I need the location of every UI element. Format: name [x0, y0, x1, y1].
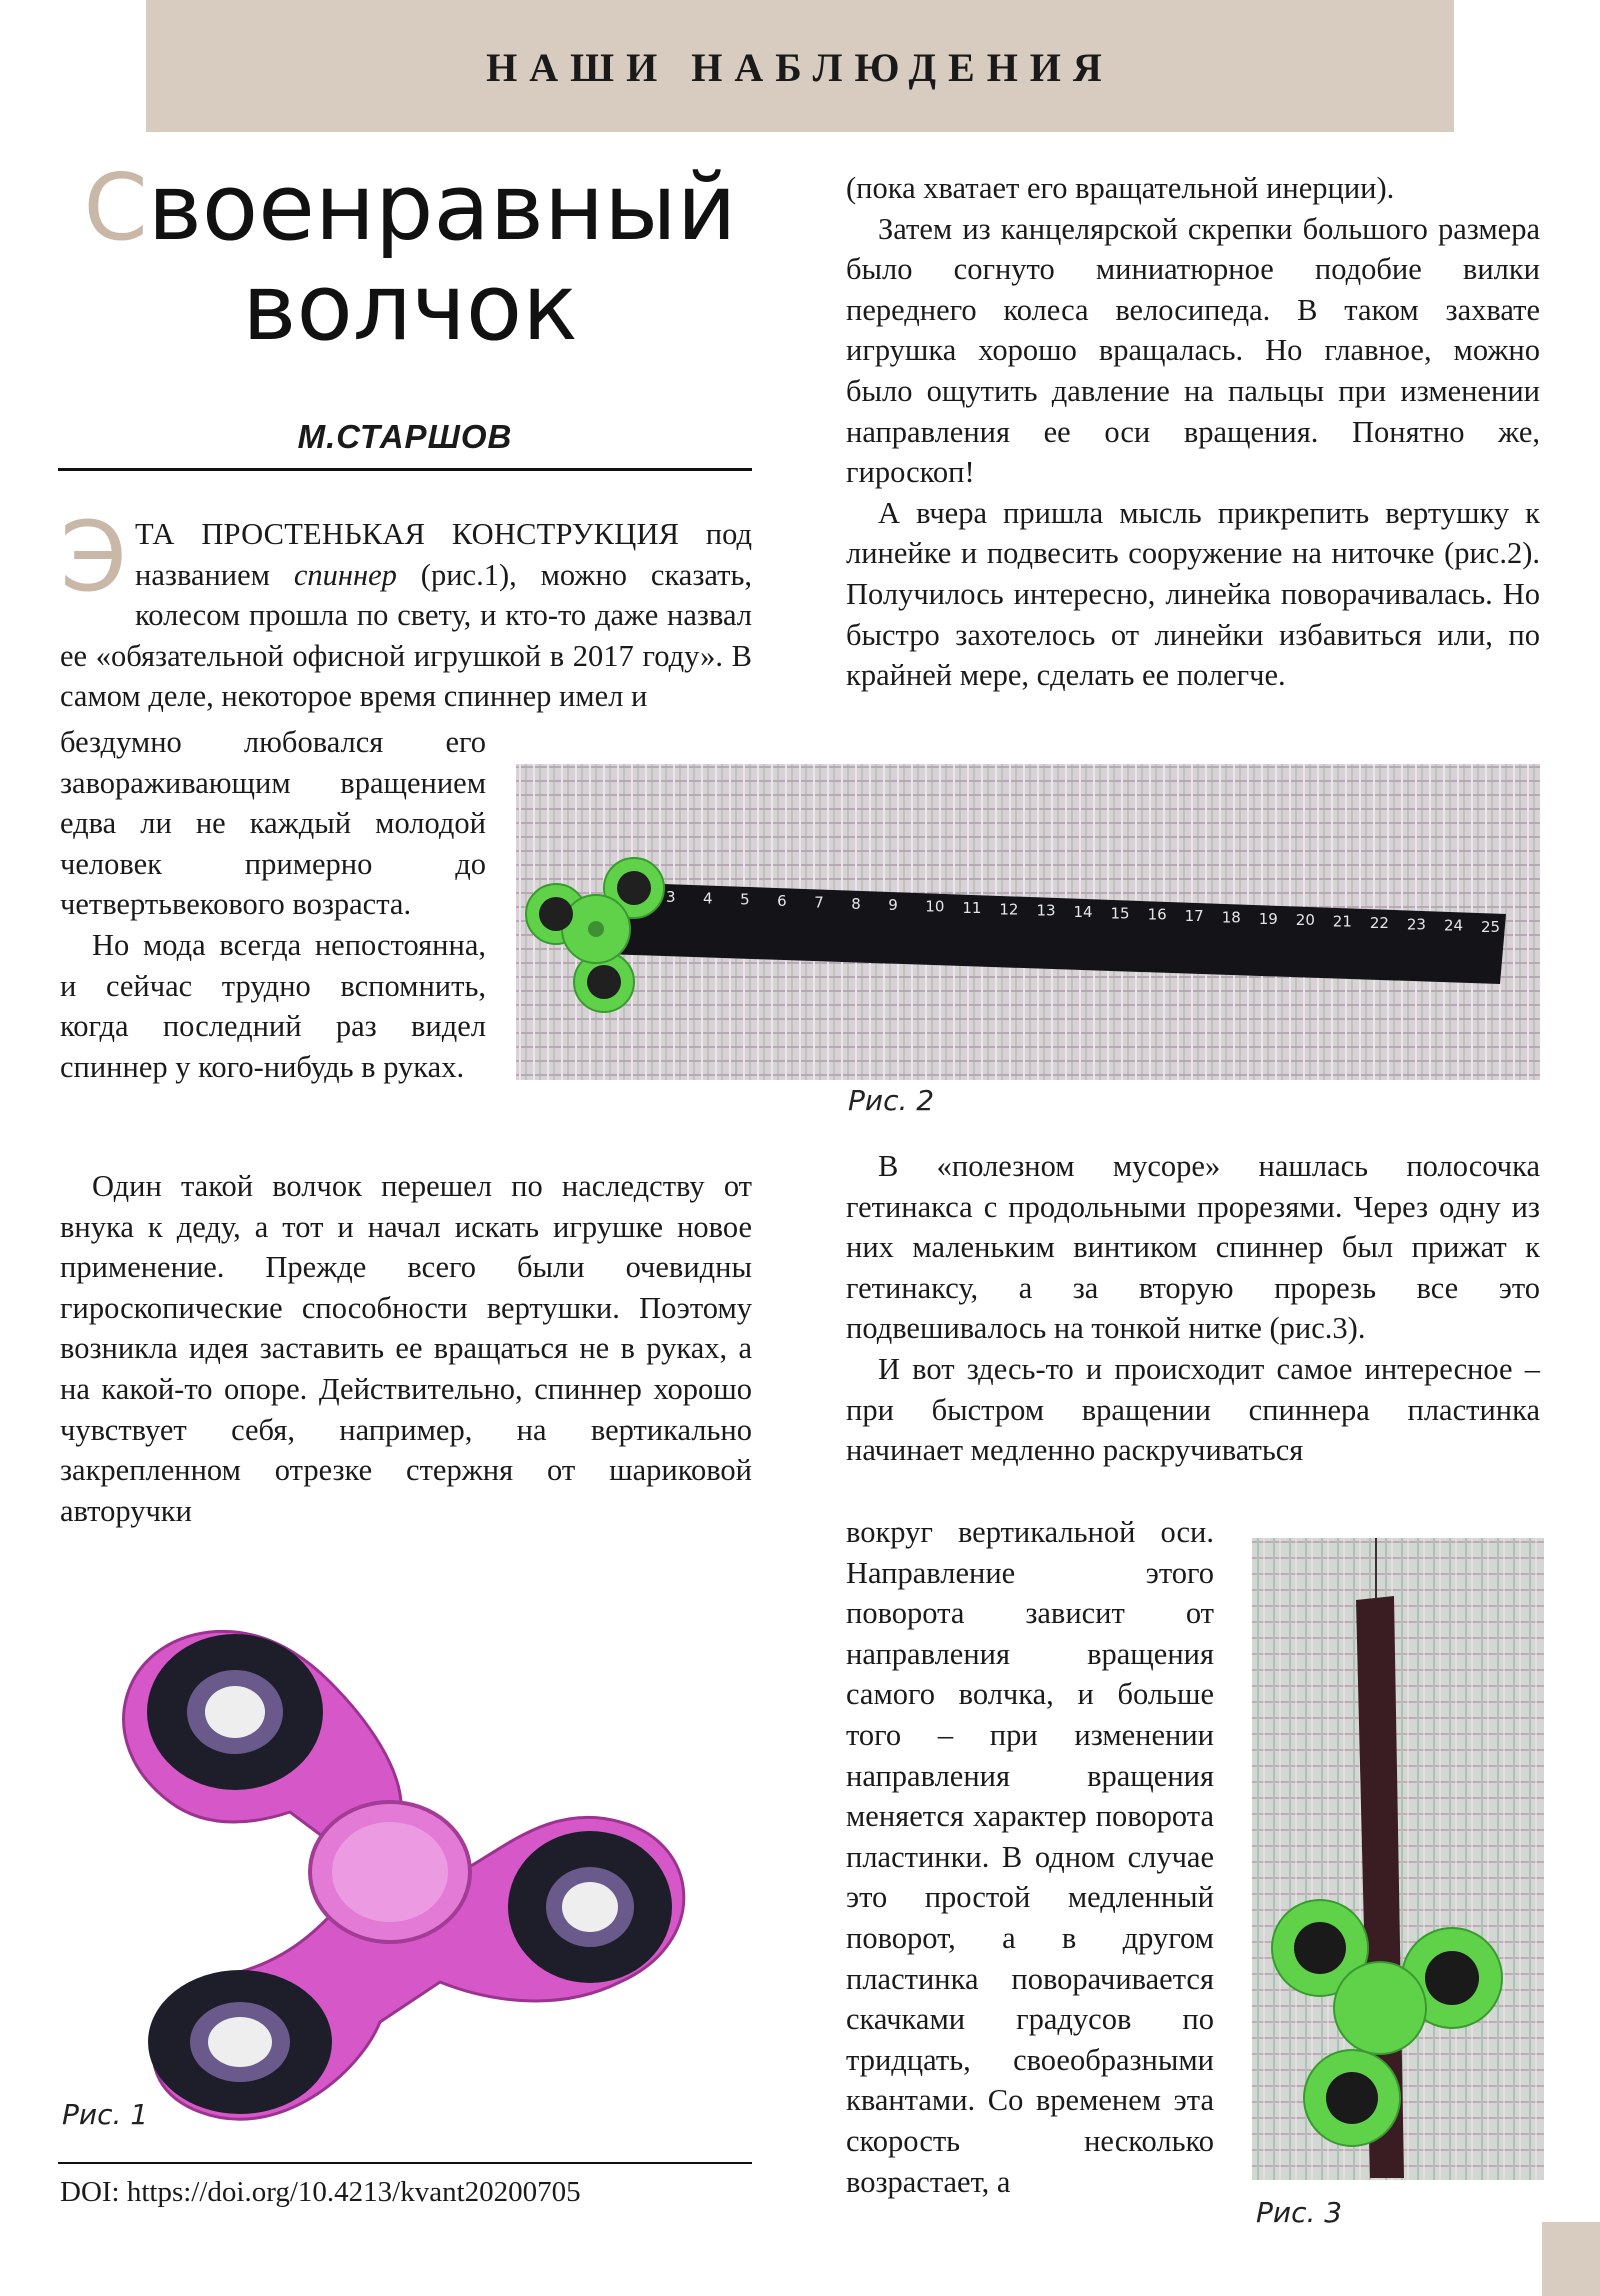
ruler-tick-label: 18: [1221, 908, 1241, 927]
section-title: НАШИ НАБЛЮДЕНИЯ: [486, 45, 1114, 90]
col2-para-1: (пока хватает его вращательной инерции).: [846, 171, 1395, 205]
lead-text-a: под названием: [135, 517, 752, 592]
ruler-tick-label: 22: [1369, 913, 1389, 932]
ruler-tick-label: 8: [851, 894, 861, 913]
doi-link[interactable]: DOI: https://doi.org/10.4213/kvant20200705: [60, 2176, 581, 2208]
page-corner-tab: [1542, 2222, 1600, 2296]
col2-para-3: А вчера пришла мысль прикрепить вертушку к линейке и подвесить сооружение на ниточке (рис.2). Получилось интересно, линейка поворачивалась. Но быстро захотелось от линейки избавиться или, по крайней мере, сделать ее полегче.: [846, 495, 1540, 693]
ruler-tick-label: 7: [814, 893, 824, 912]
col1-narrow: [60, 722, 486, 1087]
ruler-tick-label: 15: [1110, 904, 1130, 923]
ruler-tick-label: 5: [740, 890, 750, 909]
col2-para-5b: вокруг вертикальной оси. Направление этого поворота зависит от направления вращения самого волчка, и больше того – при изменении направления вращения меняется характер поворота пластинки. В одном случае это простой медленный поворот, а в другом пластинка поворачивается скачками градусов по тридцать, своеобразными квантами. Со временем эта скорость несколько возрастает, а: [846, 1515, 1214, 2199]
ruler-tick-label: 11: [962, 898, 982, 917]
para-1-cont: бездумно любовался его завораживающим вращением едва ли не каждый молодой человек примерно до четвертьвекового возраста.: [60, 725, 486, 922]
ruler-tick-label: 24: [1444, 916, 1464, 935]
title-capital: С: [83, 154, 148, 261]
ruler-tick-label: 23: [1406, 915, 1426, 934]
figure-1: [60, 1572, 750, 2132]
title-line1: военравный: [147, 154, 737, 261]
figure-3-image: [1252, 1538, 1544, 2180]
ruler-tick-label: 25: [1481, 918, 1501, 936]
figure-1-caption: Рис. 1: [62, 2098, 149, 2131]
ruler-tick-label: 19: [1258, 909, 1278, 928]
col2-narrow: [846, 1512, 1214, 2202]
col1-lower: [60, 1166, 752, 1531]
ruler-tick-label: 6: [777, 892, 787, 911]
drop-cap: Э: [60, 501, 128, 613]
ruler-tick-label: 17: [1184, 907, 1204, 926]
figure-2: [516, 764, 1540, 1080]
ruler-tick-label: 9: [888, 896, 898, 915]
author-rule: [58, 468, 752, 471]
ruler-tick-label: 21: [1332, 912, 1352, 931]
col2-top: [846, 168, 1540, 696]
figure-1-image: [60, 1572, 750, 2132]
lead-text-b: (рис.1), можно сказать, колесом прошла по свету, и кто-то даже назвал ее «обязательной офисной игрушкой в 2017 году». В самом деле, некоторое время спиннер имел и: [60, 557, 753, 714]
author: М.СТАРШОВ: [297, 418, 513, 455]
figure-2-caption: Рис. 2: [848, 1084, 935, 1117]
lead-emphasis: спиннер: [293, 557, 397, 592]
col2-para-2: Затем из канцелярской скрепки большого размера было согнуто миниатюрное подобие вилки переднего колеса велосипеда. В таком захвате игрушка хорошо вращалась. Но главное, можно было ощутить давление на пальцы при изменении направления ее оси вращения. Понятно же, гироскоп!: [846, 211, 1540, 490]
article-title: [60, 154, 760, 361]
para-2: Но мода всегда непостоянна, и сейчас трудно вспомнить, когда последний раз видел спиннер у кого-нибудь в руках.: [60, 927, 486, 1084]
ruler-tick-label: 10: [925, 897, 945, 916]
ruler-tick-label: 20: [1295, 911, 1315, 930]
ruler-tick-label: 16: [1147, 905, 1167, 924]
para-3: Один такой волчок перешел по наследству от внука к деду, а тот и начал искать игрушке новое применение. Прежде всего были очевидны гироскопические способности вертушки. Поэтому возникла идея заставить ее вращаться не в руках, а на какой-то опоре. Действительно, спиннер хорошо чувствует себя, например, на вертикально закрепленном отрезке стержня от шариковой авторучки: [60, 1169, 752, 1528]
col2-para-5a: И вот здесь-то и происходит самое интересное – при быстром вращении спиннера пластинка начинает медленно раскручиваться: [846, 1351, 1540, 1468]
lead-caps: ТА ПРОСТЕНЬКАЯ КОНСТРУКЦИЯ: [135, 517, 680, 551]
col1-intro: [60, 501, 753, 717]
section-header: [146, 0, 1454, 132]
title-line2: волчок: [242, 254, 578, 361]
ruler-tick-label: 14: [1073, 903, 1093, 921]
col2-middle: [846, 1146, 1540, 1471]
doi-rule: [58, 2162, 752, 2164]
figure-2-image: [516, 764, 1540, 1080]
ruler-tick-label: 4: [703, 889, 713, 908]
ruler-tick-label: 12: [999, 900, 1019, 919]
figure-3-caption: Рис. 3: [1256, 2196, 1343, 2229]
ruler-tick-label: 13: [1036, 901, 1056, 920]
figure-3: [1252, 1538, 1544, 2180]
ruler-tick-label: 3: [666, 888, 676, 906]
col2-para-4: В «полезном мусоре» нашлась полосочка гетинакса с продольными прорезями. Через одну из них маленьким винтиком спиннер был прижат к гетинаксу, а за вторую прорезь все это подвешивалось на тонкой нитке (рис.3).: [846, 1149, 1540, 1346]
